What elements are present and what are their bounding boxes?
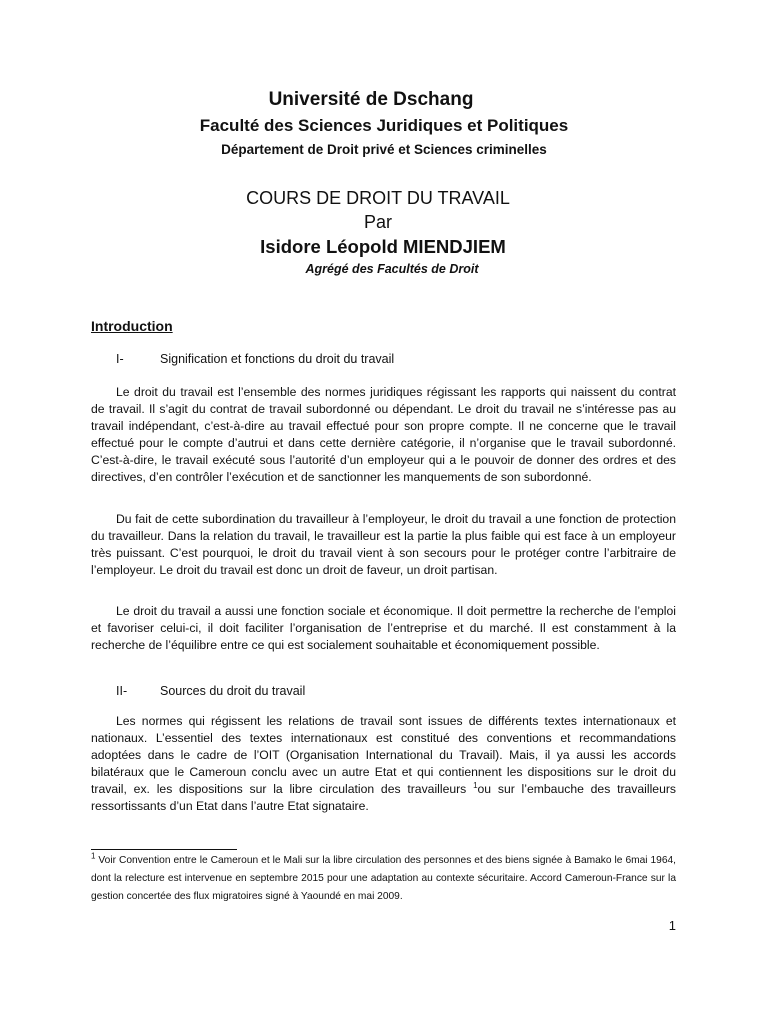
footnote-text: Voir Convention entre le Cameroun et le Mali sur la libre circulation des personnes et des biens signée à Bamako le 6mai 1964, dont la relecture est intervenue en septembre 2015 pour une adaptation au contexte sécuritaire. Accord Cameroun-France sur la gestion concertée des flux migratoires signé à Yaoundé en mai 2009. xyxy=(91,855,676,902)
department-name: Département de Droit privé et Sciences criminelles xyxy=(221,142,547,157)
footnote-reference[interactable]: 1 xyxy=(473,780,478,790)
section-number: I- xyxy=(116,352,124,366)
page-number: 1 xyxy=(668,918,676,933)
university-name: Université de Dschang xyxy=(268,89,474,110)
paragraph-text: Les normes qui régissent les relations de travail sont issues de différents textes internationaux et nationaux. L’essentiel des textes internationaux est constitué des conventions et recommandations adoptées dans le cadre de l’OIT (Organisation International du Travail). Mais, il ya aussi les accords bilatéraux que le Cameroun conclu avec un autre Etat et qui contiennent les dispositions sur le droit du travail, ex. les dispositions sur la libre circulation des travailleurs xyxy=(91,714,676,796)
title-block xyxy=(0,88,768,278)
section-heading-1 xyxy=(116,352,394,366)
section-number: II- xyxy=(116,684,128,698)
paragraph: Le droit du travail est l’ensemble des normes juridiques régissant les rapports qui naissent du contrat de travail. Il s’agit du contrat de travail subordonné ou dépendant. Le droit du travail ne s’intéresse pas au travail indépendant, c’est-à-dire au travail effectué pour son propre compte. Il ne concerne que le travail effectué pour le compte d’autrui et dans cette dernière catégorie, il n’organise que le travail subordonné. C’est-à-dire, le travail exécuté sous l’autorité d’un employeur qui a le pouvoir de donner des ordres et des directives, d’en contrôler l’exécution et de sanctionner les manquements de son subordonné. xyxy=(91,385,676,484)
footnote-separator xyxy=(91,849,237,850)
course-title: COURS DE DROIT DU TRAVAIL xyxy=(246,188,510,208)
footnote xyxy=(91,852,676,906)
author-title: Agrégé des Facultés de Droit xyxy=(305,262,479,276)
course-by: Par xyxy=(363,212,392,232)
author-name: Isidore Léopold MIENDJIEM xyxy=(260,236,506,257)
paragraph: Du fait de cette subordination du travailleur à l’employeur, le droit du travail a une fonction de protection du travailleur. Dans la relation du travail, le travailleur est la partie la plus faible qui est face à un employeur très puissant. C’est pourquoi, le droit du travail vient à son secours pour le protéger contre l’arbitraire de l’employeur. Le droit du travail est donc un droit de faveur, un droit partisan. xyxy=(91,512,676,577)
section-title: Sources du droit du travail xyxy=(160,684,306,698)
footnote-marker: 1 xyxy=(91,851,96,861)
introduction-heading: Introduction xyxy=(91,318,173,334)
faculty-name: Faculté des Sciences Juridiques et Politiques xyxy=(199,116,569,135)
paragraph xyxy=(91,713,676,815)
section-title: Signification et fonctions du droit du travail xyxy=(160,352,395,366)
paragraph: Le droit du travail a aussi une fonction sociale et économique. Il doit permettre la recherche de l’emploi et favoriser celui-ci, il doit faciliter l’organisation de l’entreprise et du marché. Il est constamment à la recherche de l’équilibre entre ce qui est socialement souhaitable et économiquement possible. xyxy=(91,604,676,652)
section-heading-2 xyxy=(116,684,305,698)
paragraph-text: ou sur l’embauche des travailleurs ressortissants d’un Etat dans l’autre Etat signataire. xyxy=(91,782,677,813)
